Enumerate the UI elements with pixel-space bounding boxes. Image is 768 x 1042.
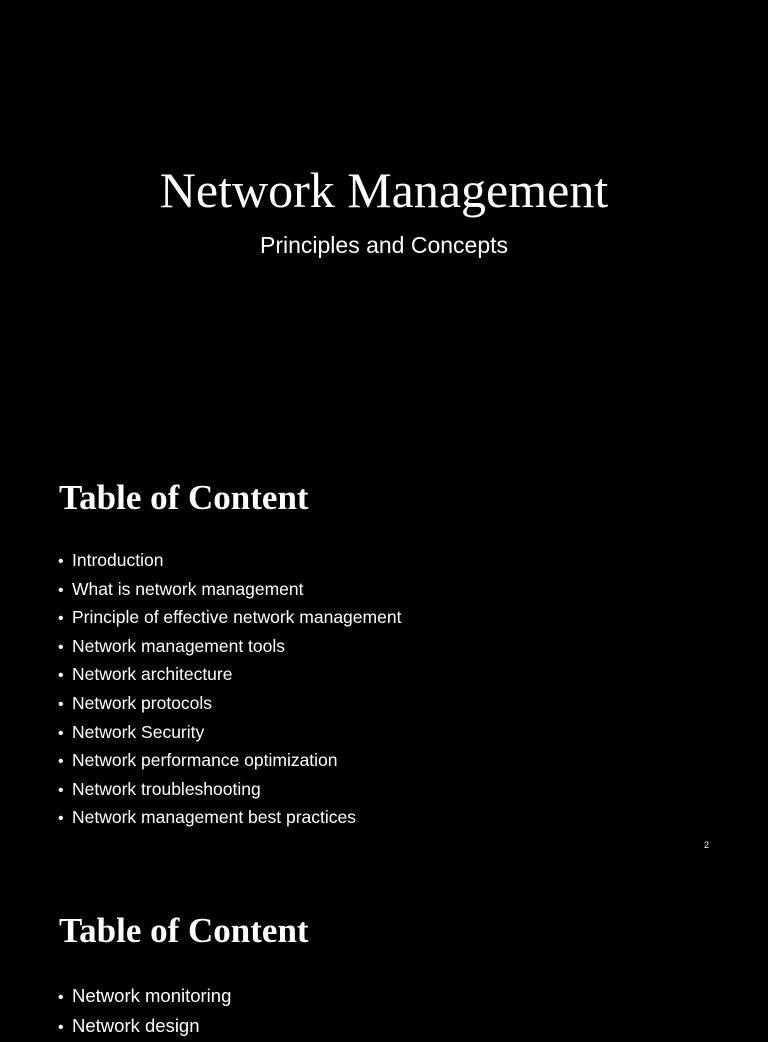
bullet-icon: • [58, 805, 72, 834]
list-item [58, 803, 401, 832]
bullet-icon: • [58, 662, 72, 691]
list-item-label: Network architecture [72, 660, 232, 689]
toc-slide-1 [0, 433, 768, 865]
toc-heading: Table of Content [59, 476, 309, 520]
list-item [58, 575, 401, 604]
toc-heading: Table of Content [59, 909, 309, 953]
list-item [58, 546, 401, 575]
presentation-title: Network Management [0, 160, 768, 220]
bullet-icon: • [58, 605, 72, 634]
list-item [58, 603, 401, 632]
presentation-subtitle: Principles and Concepts [0, 230, 768, 260]
toc-list [58, 981, 231, 1040]
list-item [58, 1011, 231, 1041]
bullet-icon: • [58, 577, 72, 606]
bullet-icon: • [58, 983, 72, 1013]
list-item-label: Introduction [72, 546, 163, 575]
title-slide [0, 0, 768, 432]
bullet-icon: • [58, 1013, 72, 1042]
list-item [58, 632, 401, 661]
list-item-label: Network Security [72, 718, 204, 747]
list-item [58, 746, 401, 775]
list-item-label: Network protocols [72, 689, 212, 718]
toc-list [58, 546, 401, 832]
bullet-icon: • [58, 720, 72, 749]
list-item-label: Network monitoring [72, 981, 231, 1011]
list-item-label: Network design [72, 1011, 200, 1041]
slide-number: 2 [704, 840, 709, 850]
list-item-label: Principle of effective network management [72, 603, 401, 632]
list-item [58, 689, 401, 718]
list-item [58, 718, 401, 747]
list-item-label: What is network management [72, 575, 304, 604]
list-item-label: Network management tools [72, 632, 285, 661]
list-item [58, 660, 401, 689]
list-item [58, 981, 231, 1011]
list-item [58, 775, 401, 804]
bullet-icon: • [58, 777, 72, 806]
bullet-icon: • [58, 548, 72, 577]
list-item-label: Network performance optimization [72, 746, 338, 775]
list-item-label: Network troubleshooting [72, 775, 261, 804]
toc-slide-2 [0, 866, 768, 1024]
list-item-label: Network management best practices [72, 803, 356, 832]
bullet-icon: • [58, 691, 72, 720]
bullet-icon: • [58, 634, 72, 663]
bullet-icon: • [58, 748, 72, 777]
